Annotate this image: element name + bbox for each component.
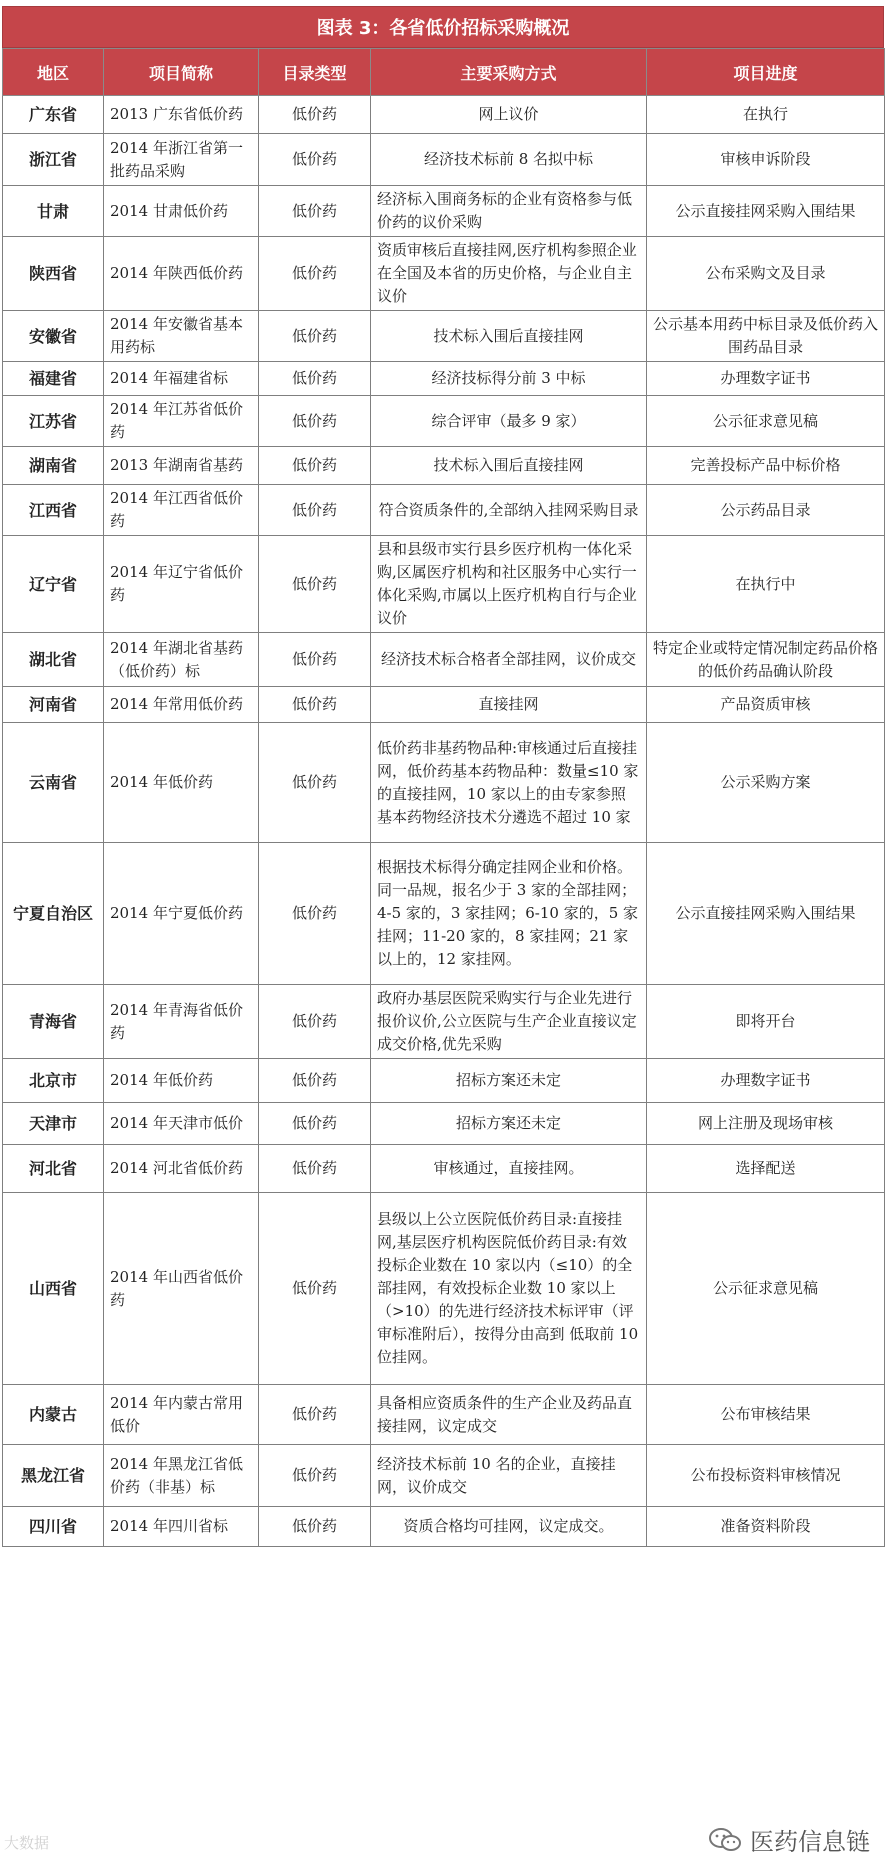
table-row xyxy=(3,1445,885,1507)
table-container xyxy=(2,6,884,1547)
region-cell: 天津市 xyxy=(3,1103,104,1145)
region-cell: 江西省 xyxy=(3,485,104,536)
table-row xyxy=(3,134,885,186)
table-row xyxy=(3,1103,885,1145)
project-cell: 2013 年湖南省基药 xyxy=(104,447,259,485)
method-cell: 直接挂网 xyxy=(371,687,647,723)
watermark-right xyxy=(708,1822,870,1857)
table-row xyxy=(3,1059,885,1103)
region-cell: 北京市 xyxy=(3,1059,104,1103)
region-cell: 四川省 xyxy=(3,1507,104,1547)
method-cell: 资质审核后直接挂网,医疗机构参照企业在全国及本省的历史价格，与企业自主议价 xyxy=(371,237,647,311)
category-cell: 低价药 xyxy=(259,687,371,723)
table-row xyxy=(3,536,885,633)
method-cell: 符合资质条件的,全部纳入挂网采购目录 xyxy=(371,485,647,536)
header-row xyxy=(3,49,885,96)
watermark-left xyxy=(4,1832,49,1853)
progress-cell: 在执行 xyxy=(647,96,885,134)
progress-cell: 产品资质审核 xyxy=(647,687,885,723)
progress-cell: 公示基本用药中标目录及低价药入围药品目录 xyxy=(647,311,885,362)
table-row xyxy=(3,311,885,362)
method-cell: 经济技术标前 10 名的企业，直接挂网，议价成交 xyxy=(371,1445,647,1507)
table-row xyxy=(3,237,885,311)
header-method: 主要采购方式 xyxy=(371,49,647,96)
progress-cell: 选择配送 xyxy=(647,1145,885,1193)
progress-cell: 即将开台 xyxy=(647,985,885,1059)
category-cell: 低价药 xyxy=(259,362,371,396)
header-progress: 项目进度 xyxy=(647,49,885,96)
category-cell: 低价药 xyxy=(259,1103,371,1145)
watermark-left-text: 大数据 xyxy=(4,1834,50,1852)
table-row xyxy=(3,396,885,447)
method-cell: 审核通过，直接挂网。 xyxy=(371,1145,647,1193)
progress-cell: 公示征求意见稿 xyxy=(647,1193,885,1385)
category-cell: 低价药 xyxy=(259,536,371,633)
project-cell: 2014 年黑龙江省低价药（非基）标 xyxy=(104,1445,259,1507)
progress-cell: 准备资料阶段 xyxy=(647,1507,885,1547)
table-row xyxy=(3,843,885,985)
table-row xyxy=(3,1145,885,1193)
category-cell: 低价药 xyxy=(259,237,371,311)
category-cell: 低价药 xyxy=(259,447,371,485)
progress-cell: 网上注册及现场审核 xyxy=(647,1103,885,1145)
method-cell: 经济技标得分前 3 中标 xyxy=(371,362,647,396)
region-cell: 内蒙古 xyxy=(3,1385,104,1445)
region-cell: 辽宁省 xyxy=(3,536,104,633)
header-project: 项目简称 xyxy=(104,49,259,96)
project-cell: 2014 年福建省标 xyxy=(104,362,259,396)
category-cell: 低价药 xyxy=(259,1385,371,1445)
category-cell: 低价药 xyxy=(259,1059,371,1103)
method-cell: 根据技术标得分确定挂网企业和价格。同一品规，报名少于 3 家的全部挂网；4-5 家的，3 家挂网；6-10 家的，5 家挂网；11-20 家的，8 家挂网；21 家以上的，12 家挂网。 xyxy=(371,843,647,985)
table-title: 图表 3：各省低价招标采购概况 xyxy=(2,6,884,48)
region-cell: 黑龙江省 xyxy=(3,1445,104,1507)
watermark-right-text: 医药信息链 xyxy=(750,1828,870,1856)
region-cell: 云南省 xyxy=(3,723,104,843)
project-cell: 2014 年陕西低价药 xyxy=(104,237,259,311)
category-cell: 低价药 xyxy=(259,311,371,362)
region-cell: 湖南省 xyxy=(3,447,104,485)
method-cell: 网上议价 xyxy=(371,96,647,134)
table-row xyxy=(3,96,885,134)
project-cell: 2014 年江西省低价药 xyxy=(104,485,259,536)
table-row xyxy=(3,1507,885,1547)
progress-cell: 公示直接挂网采购入围结果 xyxy=(647,843,885,985)
category-cell: 低价药 xyxy=(259,485,371,536)
method-cell: 低价药非基药物品种:审核通过后直接挂网，低价药基本药物品种：数量≤10 家的直接挂网，10 家以上的由专家参照基本药物经济技术分遴选不超过 10 家 xyxy=(371,723,647,843)
project-cell: 2014 年内蒙古常用低价 xyxy=(104,1385,259,1445)
method-cell: 县级以上公立医院低价药目录:直接挂网,基层医疗机构医院低价药目录:有效投标企业数在 10 家以内（≤10）的全部挂网，有效投标企业数 10 家以上（>10）的先进行经济技术标评审（评审标准附后），按得分由高到 低取前 10 位挂网。 xyxy=(371,1193,647,1385)
category-cell: 低价药 xyxy=(259,985,371,1059)
footer-watermarks xyxy=(0,1824,888,1861)
category-cell: 低价药 xyxy=(259,1507,371,1547)
region-cell: 宁夏自治区 xyxy=(3,843,104,985)
method-cell: 经济技术标前 8 名拟中标 xyxy=(371,134,647,186)
region-cell: 江苏省 xyxy=(3,396,104,447)
project-cell: 2014 年山西省低价药 xyxy=(104,1193,259,1385)
method-cell: 县和县级市实行县乡医疗机构一体化采购,区属医疗机构和社区服务中心实行一体化采购,市属以上医疗机构自行与企业议价 xyxy=(371,536,647,633)
project-cell: 2014 年浙江省第一批药品采购 xyxy=(104,134,259,186)
table-row xyxy=(3,723,885,843)
region-cell: 安徽省 xyxy=(3,311,104,362)
table-row xyxy=(3,1193,885,1385)
progress-cell: 公布投标资料审核情况 xyxy=(647,1445,885,1507)
category-cell: 低价药 xyxy=(259,1145,371,1193)
region-cell: 甘肃 xyxy=(3,186,104,237)
table-row xyxy=(3,633,885,687)
project-cell: 2014 甘肃低价药 xyxy=(104,186,259,237)
progress-cell: 办理数字证书 xyxy=(647,1059,885,1103)
progress-cell: 公布采购文及目录 xyxy=(647,237,885,311)
header-category: 目录类型 xyxy=(259,49,371,96)
region-cell: 浙江省 xyxy=(3,134,104,186)
region-cell: 青海省 xyxy=(3,985,104,1059)
progress-cell: 公示直接挂网采购入围结果 xyxy=(647,186,885,237)
category-cell: 低价药 xyxy=(259,723,371,843)
region-cell: 陕西省 xyxy=(3,237,104,311)
progress-cell: 公示药品目录 xyxy=(647,485,885,536)
table-row xyxy=(3,362,885,396)
progress-cell: 公布审核结果 xyxy=(647,1385,885,1445)
header-region: 地区 xyxy=(3,49,104,96)
method-cell: 综合评审（最多 9 家） xyxy=(371,396,647,447)
progress-cell: 办理数字证书 xyxy=(647,362,885,396)
project-cell: 2014 年四川省标 xyxy=(104,1507,259,1547)
category-cell: 低价药 xyxy=(259,1445,371,1507)
region-cell: 河南省 xyxy=(3,687,104,723)
wechat-icon xyxy=(708,1827,742,1853)
project-cell: 2014 河北省低价药 xyxy=(104,1145,259,1193)
project-cell: 2014 年江苏省低价药 xyxy=(104,396,259,447)
region-cell: 福建省 xyxy=(3,362,104,396)
project-cell: 2014 年青海省低价药 xyxy=(104,985,259,1059)
region-cell: 河北省 xyxy=(3,1145,104,1193)
table-row xyxy=(3,687,885,723)
table-row xyxy=(3,1385,885,1445)
method-cell: 技术标入围后直接挂网 xyxy=(371,311,647,362)
project-cell: 2014 年天津市低价 xyxy=(104,1103,259,1145)
method-cell: 政府办基层医院采购实行与企业先进行报价议价,公立医院与生产企业直接议定成交价格,优先采购 xyxy=(371,985,647,1059)
table-row xyxy=(3,985,885,1059)
method-cell: 招标方案还未定 xyxy=(371,1059,647,1103)
progress-cell: 完善投标产品中标价格 xyxy=(647,447,885,485)
category-cell: 低价药 xyxy=(259,186,371,237)
method-cell: 具备相应资质条件的生产企业及药品直接挂网，议定成交 xyxy=(371,1385,647,1445)
region-cell: 广东省 xyxy=(3,96,104,134)
project-cell: 2014 年湖北省基药（低价药）标 xyxy=(104,633,259,687)
project-cell: 2014 年安徽省基本用药标 xyxy=(104,311,259,362)
category-cell: 低价药 xyxy=(259,843,371,985)
category-cell: 低价药 xyxy=(259,134,371,186)
region-cell: 山西省 xyxy=(3,1193,104,1385)
method-cell: 技术标入围后直接挂网 xyxy=(371,447,647,485)
table-row xyxy=(3,485,885,536)
category-cell: 低价药 xyxy=(259,1193,371,1385)
method-cell: 经济技术标合格者全部挂网，议价成交 xyxy=(371,633,647,687)
category-cell: 低价药 xyxy=(259,396,371,447)
project-cell: 2014 年低价药 xyxy=(104,723,259,843)
category-cell: 低价药 xyxy=(259,96,371,134)
progress-cell: 特定企业或特定情况制定药品价格的低价药品确认阶段 xyxy=(647,633,885,687)
category-cell: 低价药 xyxy=(259,633,371,687)
method-cell: 招标方案还未定 xyxy=(371,1103,647,1145)
progress-cell: 公示采购方案 xyxy=(647,723,885,843)
procurement-table xyxy=(2,48,885,1547)
method-cell: 经济标入围商务标的企业有资格参与低价药的议价采购 xyxy=(371,186,647,237)
table-row xyxy=(3,447,885,485)
table-row xyxy=(3,186,885,237)
project-cell: 2014 年常用低价药 xyxy=(104,687,259,723)
project-cell: 2014 年辽宁省低价药 xyxy=(104,536,259,633)
project-cell: 2014 年宁夏低价药 xyxy=(104,843,259,985)
project-cell: 2013 广东省低价药 xyxy=(104,96,259,134)
project-cell: 2014 年低价药 xyxy=(104,1059,259,1103)
progress-cell: 在执行中 xyxy=(647,536,885,633)
progress-cell: 审核申诉阶段 xyxy=(647,134,885,186)
method-cell: 资质合格均可挂网，议定成交。 xyxy=(371,1507,647,1547)
region-cell: 湖北省 xyxy=(3,633,104,687)
progress-cell: 公示征求意见稿 xyxy=(647,396,885,447)
